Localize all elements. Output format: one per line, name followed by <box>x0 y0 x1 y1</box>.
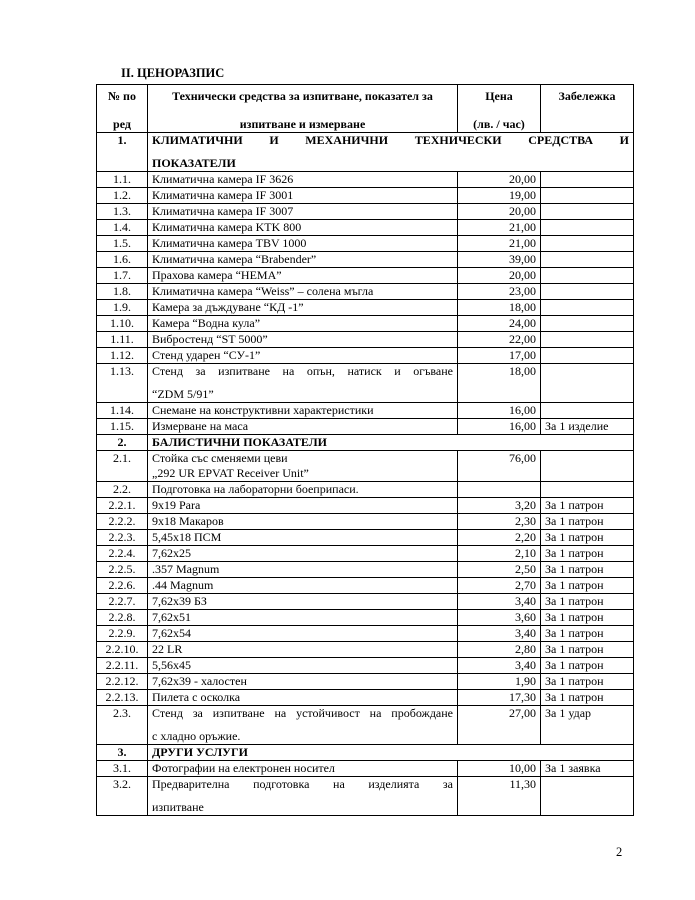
row-price: 17,30 <box>458 690 541 706</box>
row-number: 1.3. <box>97 204 148 220</box>
row-price: 17,00 <box>458 348 541 364</box>
row-description: Климатична камера IF 3626 <box>148 172 458 188</box>
row-price: 21,00 <box>458 236 541 252</box>
table-row <box>97 252 634 268</box>
description-line: с хладно оръжие. <box>152 729 241 743</box>
row-price: 21,00 <box>458 220 541 236</box>
section-row <box>97 133 634 172</box>
table-row <box>97 498 634 514</box>
row-description: Вибростенд “ST 5000” <box>148 332 458 348</box>
section-title-cell: ДРУГИ УСЛУГИ <box>148 745 634 761</box>
row-description: Подготовка на лабораторни боеприпаси. <box>148 482 458 498</box>
row-note: За 1 патрон <box>541 562 634 578</box>
row-number: 1.2. <box>97 188 148 204</box>
table-row <box>97 188 634 204</box>
row-price: 2,50 <box>458 562 541 578</box>
row-note: За 1 патрон <box>541 610 634 626</box>
row-description: 5,45х18 ПСМ <box>148 530 458 546</box>
table-row <box>97 172 634 188</box>
row-description: 9х18 Макаров <box>148 514 458 530</box>
row-price: 18,00 <box>458 300 541 316</box>
row-number: 1.10. <box>97 316 148 332</box>
description-line: Стенд за изпитване на устойчивост на пробождане <box>152 706 453 720</box>
row-price: 39,00 <box>458 252 541 268</box>
row-price: 24,00 <box>458 316 541 332</box>
row-note <box>541 172 634 188</box>
row-number: 1.12. <box>97 348 148 364</box>
table-row <box>97 530 634 546</box>
row-note <box>541 332 634 348</box>
row-number: 2.2.9. <box>97 626 148 642</box>
row-description: Климатична камера KTK 800 <box>148 220 458 236</box>
row-number: 3.1. <box>97 761 148 777</box>
table-row <box>97 332 634 348</box>
row-price: 3,40 <box>458 658 541 674</box>
row-description: Климатична камера TBV 1000 <box>148 236 458 252</box>
row-description: Измерване на маса <box>148 419 458 435</box>
row-note: За 1 патрон <box>541 594 634 610</box>
price-list-body <box>97 85 634 816</box>
row-price: 20,00 <box>458 172 541 188</box>
header-description: Технически средства за изпитване, показател за изпитване и измерване <box>148 85 458 133</box>
row-price: 2,10 <box>458 546 541 562</box>
table-row <box>97 220 634 236</box>
row-note: За 1 изделие <box>541 419 634 435</box>
table-header-row <box>97 85 634 133</box>
row-note: За 1 заявка <box>541 761 634 777</box>
row-note: За 1 патрон <box>541 530 634 546</box>
header-note: Забележка <box>541 85 634 133</box>
row-price: 3,40 <box>458 594 541 610</box>
section-row <box>97 435 634 451</box>
row-note: За 1 патрон <box>541 498 634 514</box>
row-description: 7,62х54 <box>148 626 458 642</box>
table-row <box>97 419 634 435</box>
row-description: 7,62х25 <box>148 546 458 562</box>
row-number: 1.6. <box>97 252 148 268</box>
row-note: За 1 патрон <box>541 578 634 594</box>
price-list-table <box>96 84 634 816</box>
table-row <box>97 268 634 284</box>
row-number: 1.8. <box>97 284 148 300</box>
row-description: Пилета с осколка <box>148 690 458 706</box>
row-description: Климатична камера “Brabender” <box>148 252 458 268</box>
table-row <box>97 300 634 316</box>
table-row <box>97 546 634 562</box>
row-description: 22 LR <box>148 642 458 658</box>
row-price: 27,00 <box>458 706 541 745</box>
row-note <box>541 482 634 498</box>
row-number: 1.7. <box>97 268 148 284</box>
table-row <box>97 674 634 690</box>
row-description: Камера за дъждуване “КД -1” <box>148 300 458 316</box>
section-number: 1. <box>97 133 148 172</box>
table-row <box>97 562 634 578</box>
row-description: 7,62х39 БЗ <box>148 594 458 610</box>
row-description: 5,56х45 <box>148 658 458 674</box>
row-number: 3.2. <box>97 777 148 816</box>
header-price: Цена (лв. / час) <box>458 85 541 133</box>
row-number: 2.2.12. <box>97 674 148 690</box>
table-row <box>97 777 634 816</box>
row-price: 76,00 <box>458 451 541 482</box>
row-description: .44 Magnum <box>148 578 458 594</box>
row-number: 2.2.6. <box>97 578 148 594</box>
row-number: 2.2.1. <box>97 498 148 514</box>
table-row <box>97 626 634 642</box>
description-line: Стойка със сменяеми цеви <box>152 451 288 465</box>
row-price: 3,20 <box>458 498 541 514</box>
row-price: 2,20 <box>458 530 541 546</box>
row-price: 3,60 <box>458 610 541 626</box>
row-description: 9х19 Para <box>148 498 458 514</box>
row-description: Прахова камера “НЕМА” <box>148 268 458 284</box>
row-note <box>541 300 634 316</box>
row-note <box>541 188 634 204</box>
row-note <box>541 252 634 268</box>
row-description: Климатична камера IF 3007 <box>148 204 458 220</box>
section-title-line: КЛИМАТИЧНИ И МЕХАНИЧНИ ТЕХНИЧЕСКИ СРЕДСТВА И <box>152 133 629 147</box>
row-description <box>148 777 458 816</box>
table-row <box>97 482 634 498</box>
section-title-cell <box>148 133 634 172</box>
section-title: II. ЦЕНОРАЗПИС <box>121 66 225 80</box>
row-description <box>148 706 458 745</box>
table-row <box>97 348 634 364</box>
row-number: 2.2.2. <box>97 514 148 530</box>
row-number: 2.2.11. <box>97 658 148 674</box>
row-price: 1,90 <box>458 674 541 690</box>
table-row <box>97 594 634 610</box>
row-description: Снемане на конструктивни характеристики <box>148 403 458 419</box>
table-row <box>97 204 634 220</box>
row-note <box>541 204 634 220</box>
table-row <box>97 658 634 674</box>
row-description: Камера “Водна кула” <box>148 316 458 332</box>
row-note: За 1 удар <box>541 706 634 745</box>
description-line: „292 UR EPVAT Receiver Unit” <box>152 466 309 480</box>
row-price: 19,00 <box>458 188 541 204</box>
row-price: 16,00 <box>458 403 541 419</box>
row-note: За 1 патрон <box>541 658 634 674</box>
row-description <box>148 451 458 482</box>
row-number: 1.15. <box>97 419 148 435</box>
row-note <box>541 284 634 300</box>
row-number: 1.14. <box>97 403 148 419</box>
row-description: Климатична камера “Weiss” – солена мъгла <box>148 284 458 300</box>
row-description: 7,62х39 - халостен <box>148 674 458 690</box>
table-row <box>97 451 634 482</box>
row-note <box>541 316 634 332</box>
row-price: 2,70 <box>458 578 541 594</box>
row-note: За 1 патрон <box>541 674 634 690</box>
row-description: .357 Magnum <box>148 562 458 578</box>
row-note: За 1 патрон <box>541 642 634 658</box>
section-row <box>97 745 634 761</box>
row-note: За 1 патрон <box>541 514 634 530</box>
page-number: 2 <box>616 845 623 859</box>
row-number: 2.2.5. <box>97 562 148 578</box>
table-row <box>97 690 634 706</box>
description-line: изпитване <box>152 800 204 814</box>
row-note <box>541 451 634 482</box>
row-number: 1.4. <box>97 220 148 236</box>
row-note <box>541 403 634 419</box>
section-title-cell: БАЛИСТИЧНИ ПОКАЗАТЕЛИ <box>148 435 634 451</box>
row-number: 2.2.13. <box>97 690 148 706</box>
row-number: 1.13. <box>97 364 148 403</box>
row-note <box>541 364 634 403</box>
header-no: № по ред <box>97 85 148 133</box>
row-description <box>148 364 458 403</box>
row-note <box>541 348 634 364</box>
row-price: 22,00 <box>458 332 541 348</box>
row-price: 2,80 <box>458 642 541 658</box>
row-number: 2.3. <box>97 706 148 745</box>
row-note <box>541 268 634 284</box>
row-price <box>458 482 541 498</box>
row-number: 2.2.7. <box>97 594 148 610</box>
row-note: За 1 патрон <box>541 626 634 642</box>
row-number: 2.1. <box>97 451 148 482</box>
row-note: За 1 патрон <box>541 690 634 706</box>
row-note: За 1 патрон <box>541 546 634 562</box>
row-number: 2.2.10. <box>97 642 148 658</box>
row-price: 2,30 <box>458 514 541 530</box>
row-number: 1.11. <box>97 332 148 348</box>
table-row <box>97 761 634 777</box>
row-price: 11,30 <box>458 777 541 816</box>
table-row <box>97 514 634 530</box>
row-note <box>541 220 634 236</box>
table-row <box>97 316 634 332</box>
row-description: Климатична камера IF 3001 <box>148 188 458 204</box>
table-row <box>97 578 634 594</box>
section-title-line: ПОКАЗАТЕЛИ <box>152 156 236 170</box>
row-price: 16,00 <box>458 419 541 435</box>
row-number: 2.2.3. <box>97 530 148 546</box>
table-row <box>97 364 634 403</box>
row-price: 23,00 <box>458 284 541 300</box>
row-number: 1.5. <box>97 236 148 252</box>
row-number: 2.2. <box>97 482 148 498</box>
section-number: 2. <box>97 435 148 451</box>
row-price: 20,00 <box>458 204 541 220</box>
row-note <box>541 236 634 252</box>
description-line: Предварителна подготовка на изделията за <box>152 777 453 791</box>
row-description: 7,62х51 <box>148 610 458 626</box>
row-price: 20,00 <box>458 268 541 284</box>
row-note <box>541 777 634 816</box>
row-number: 1.9. <box>97 300 148 316</box>
section-number: 3. <box>97 745 148 761</box>
description-line: “ZDM 5/91” <box>152 387 214 401</box>
row-price: 3,40 <box>458 626 541 642</box>
table-row <box>97 236 634 252</box>
table-row <box>97 284 634 300</box>
row-description: Фотографии на електронен носител <box>148 761 458 777</box>
row-description: Стенд ударен “СУ-1” <box>148 348 458 364</box>
row-price: 10,00 <box>458 761 541 777</box>
row-number: 2.2.8. <box>97 610 148 626</box>
description-line: Стенд за изпитване на опън, натиск и огъване <box>152 364 453 378</box>
row-price: 18,00 <box>458 364 541 403</box>
row-number: 1.1. <box>97 172 148 188</box>
table-row <box>97 403 634 419</box>
row-number: 2.2.4. <box>97 546 148 562</box>
table-row <box>97 706 634 745</box>
table-row <box>97 610 634 626</box>
table-row <box>97 642 634 658</box>
